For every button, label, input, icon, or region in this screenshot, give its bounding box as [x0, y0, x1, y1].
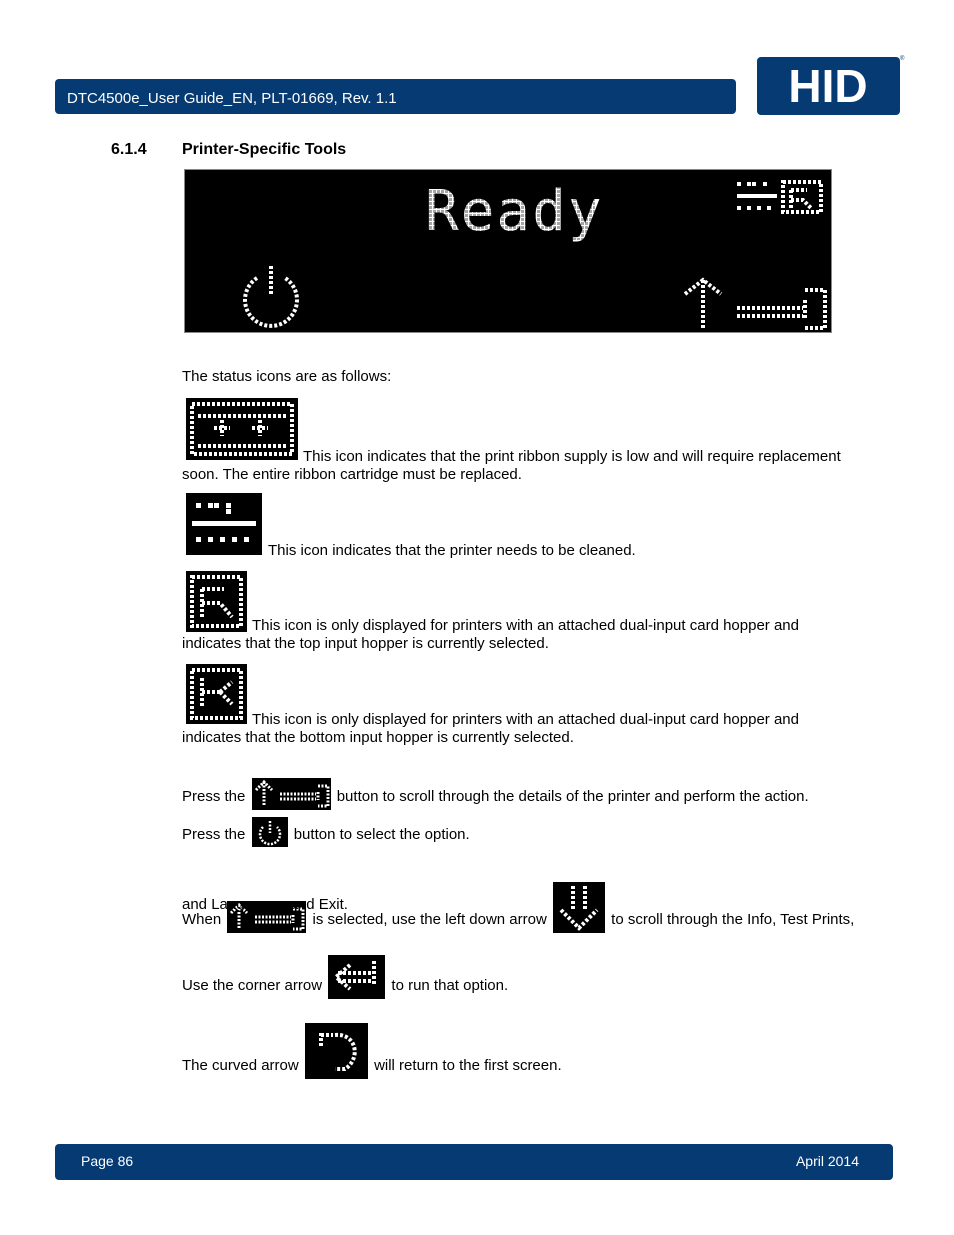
footer-bar [55, 1144, 893, 1180]
press-select-before: Press the [182, 826, 246, 843]
status-text: Ready [425, 179, 604, 244]
svg-text:HID: HID [788, 60, 868, 112]
top-hopper-icon [186, 571, 247, 632]
when-before: When [182, 911, 222, 928]
lcd-display [184, 169, 832, 333]
corner-before: Use the corner arrow [182, 977, 323, 994]
corner-after: to run that option. [391, 977, 509, 994]
when-line-2: and Languages and Exit. [182, 896, 348, 913]
top-hopper-icon [783, 182, 821, 212]
header-bar [55, 79, 736, 114]
bottom-hopper-text-2: indicates that the bottom input hopper is currently selected. [182, 729, 574, 746]
press-select-line [182, 814, 882, 844]
top-hopper-text-2: indicates that the top input hopper is currently selected. [182, 635, 549, 652]
document-title: DTC4500e_User Guide_EN, PLT-01669, Rev. 1.1 [67, 90, 397, 107]
section-title: Printer-Specific Tools [182, 141, 347, 158]
page-number: Page 86 [81, 1153, 134, 1169]
registered-mark: ® [900, 56, 905, 62]
when-middle: is selected, use the left down arrow [312, 911, 547, 928]
hid-logo [757, 57, 900, 115]
top-hopper-text-1: This icon is only displayed for printers with an attached dual-input card hopper and [252, 617, 799, 634]
section-number: 6.1.4 [111, 141, 147, 158]
press-scroll-after: button to scroll through the details of the printer and perform the action. [336, 788, 809, 805]
curved-arrow-line [182, 1019, 882, 1075]
clean-text: This icon indicates that the printer needs to be cleaned. [268, 542, 636, 559]
curved-arrow-icon [305, 1023, 368, 1079]
power-icon [245, 266, 297, 326]
clean-icon [737, 182, 777, 210]
scroll-arrow-icon [685, 280, 825, 328]
ribbon-low-icon [186, 398, 298, 460]
ribbon-low-text-1: This icon indicates that the print ribbon supply is low and will require replacement [303, 448, 841, 465]
bottom-hopper-icon [186, 664, 247, 724]
ribbon-low-text-2: soon. The entire ribbon cartridge must be replaced. [182, 466, 522, 483]
press-scroll-line [182, 774, 882, 806]
curved-after: will return to the first screen. [374, 1057, 562, 1074]
corner-arrow-icon [328, 955, 385, 999]
bottom-hopper-text-1: This icon is only displayed for printers with an attached dual-input card hopper and [252, 711, 799, 728]
corner-arrow-line [182, 951, 882, 995]
press-select-after: button to select the option. [293, 826, 470, 843]
press-scroll-before: Press the [182, 788, 246, 805]
publication-date: April 2014 [795, 1153, 859, 1169]
when-after: to scroll through the Info, Test Prints, [611, 911, 855, 928]
clean-icon [186, 493, 262, 555]
curved-before: The curved arrow [182, 1057, 299, 1074]
scroll-arrow-icon [252, 778, 331, 810]
intro-text: The status icons are as follows: [182, 368, 392, 385]
power-icon [252, 817, 288, 847]
